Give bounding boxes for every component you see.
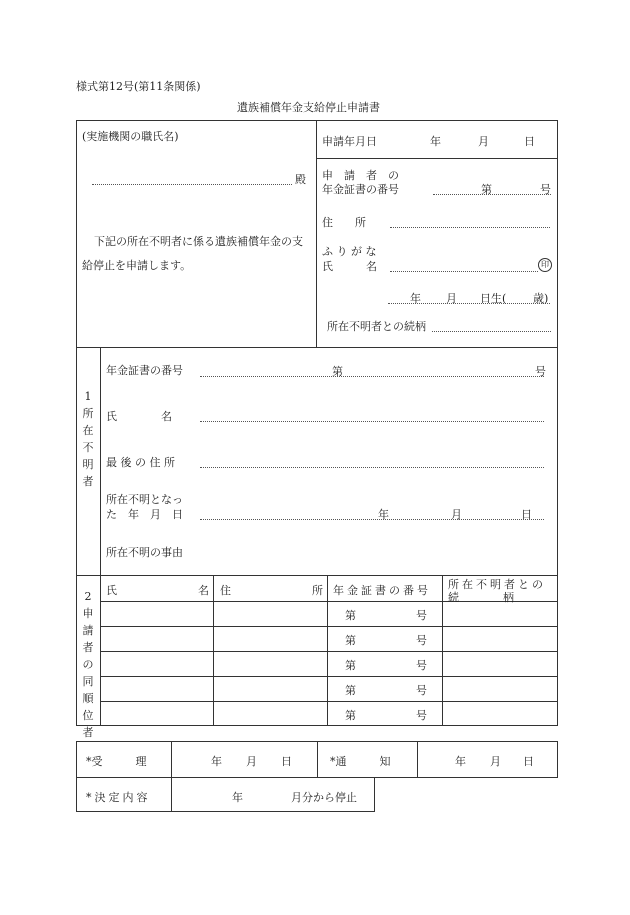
s1-reason-label: 所在不明の事由 <box>106 546 183 559</box>
notice-label: *通 知 <box>330 755 391 768</box>
form-title: 遺族補償年金支給停止申請書 <box>237 101 380 114</box>
decision-year: 年 <box>232 791 243 804</box>
applicant-cert-field[interactable] <box>433 194 551 195</box>
s2-row-go: 号 <box>416 659 427 672</box>
decision-label: *決定内容 <box>86 791 151 804</box>
birth-year: 年 <box>410 292 421 305</box>
dono-text: 殿 <box>295 173 306 186</box>
apply-month: 月 <box>478 135 489 148</box>
s2-row-dai: 第 <box>345 609 356 622</box>
section2-vertical-label: 2申請者の同順位者 <box>82 590 94 739</box>
office-divider-1 <box>171 741 172 812</box>
address-field[interactable] <box>390 227 550 228</box>
s2-col-address-a: 住 <box>220 584 231 597</box>
applicant-cert-label-1: 申 請 者 の <box>322 169 399 182</box>
s2-row-dai: 第 <box>345 659 356 672</box>
applicant-cert-dai: 第 <box>481 183 492 196</box>
notice-day: 日 <box>523 755 534 768</box>
relation-field[interactable] <box>432 331 551 332</box>
s1-cert-dai: 第 <box>332 365 343 378</box>
address-label: 住 所 <box>322 216 366 229</box>
instruction-text: 下記の所在不明者に係る遺族補償年金の支給停止を申請します。 <box>82 235 303 272</box>
s2-row-go: 号 <box>416 709 427 722</box>
s2-row-go: 号 <box>416 634 427 647</box>
s2-row-line <box>100 651 558 652</box>
s1-missing-month: 月 <box>451 508 462 521</box>
receipt-year: 年 <box>211 755 222 768</box>
section1-top-line <box>76 347 558 348</box>
notice-year: 年 <box>455 755 466 768</box>
receipt-day: 日 <box>281 755 292 768</box>
apply-day: 日 <box>524 135 535 148</box>
s1-missing-date-label-2: た 年 月 日 <box>106 508 183 521</box>
seal-mark: 印 <box>538 258 552 272</box>
apply-year: 年 <box>430 135 441 148</box>
date-row-line <box>316 158 558 159</box>
s1-cert-go: 号 <box>535 365 546 378</box>
s1-missing-year: 年 <box>378 508 389 521</box>
furigana-label: ふ り が な <box>322 245 377 258</box>
s2-row-dai: 第 <box>345 709 356 722</box>
notice-month: 月 <box>490 755 501 768</box>
section1-vertical-label: 1所在不明者 <box>82 390 94 488</box>
s1-missing-date-field[interactable] <box>200 519 544 520</box>
s1-last-address-field[interactable] <box>200 467 544 468</box>
s1-missing-date-label-1: 所在不明となっ <box>106 493 183 506</box>
apply-date-label: 申請年月日 <box>322 135 377 148</box>
decision-suffix: 月分から停止 <box>291 791 357 804</box>
office-divider-2 <box>317 741 318 778</box>
s2-row-go: 号 <box>416 609 427 622</box>
s2-col-cert: 年金証書の番号 <box>333 584 431 597</box>
name-field[interactable] <box>390 271 538 272</box>
s2-col-address-b: 所 <box>312 584 323 597</box>
s1-missing-day: 日 <box>521 508 532 521</box>
name-label: 氏 名 <box>322 260 377 273</box>
s1-cert-field[interactable] <box>200 376 544 377</box>
form-number: 様式第12号(第11条関係) <box>76 80 201 93</box>
relation-label: 所在不明者との続柄 <box>327 320 426 333</box>
top-divider <box>316 120 317 347</box>
s2-row-dai: 第 <box>345 634 356 647</box>
s2-col-name-b: 名 <box>198 584 209 597</box>
s1-name-label: 氏 名 <box>106 410 172 423</box>
agency-label: (実施機関の職氏名) <box>82 130 179 143</box>
s2-row-dai: 第 <box>345 684 356 697</box>
receipt-month: 月 <box>246 755 257 768</box>
birth-month: 月 <box>446 292 457 305</box>
age-close: 歳) <box>533 292 549 305</box>
s2-col-name-a: 氏 <box>106 584 117 597</box>
s2-row-line <box>100 701 558 702</box>
applicant-cert-go: 号 <box>540 183 551 196</box>
s2-row-go: 号 <box>416 684 427 697</box>
s1-cert-label: 年金証書の番号 <box>106 364 183 377</box>
receipt-label: *受 理 <box>86 755 147 768</box>
s2-row-line <box>100 676 558 677</box>
s2-col-relation-1: 所在不明者との <box>448 578 546 591</box>
birth-day: 日生( <box>480 292 507 305</box>
s2-col-relation-2: 続 柄 <box>448 591 514 604</box>
s1-last-address-label: 最 後 の 住 所 <box>106 456 175 469</box>
applicant-cert-label-2: 年金証書の番号 <box>322 183 399 196</box>
label-column-divider <box>100 347 101 726</box>
s1-name-field[interactable] <box>200 421 544 422</box>
office-divider-3 <box>417 741 418 778</box>
agency-name-field[interactable] <box>92 184 292 185</box>
s2-row-line <box>100 626 558 627</box>
